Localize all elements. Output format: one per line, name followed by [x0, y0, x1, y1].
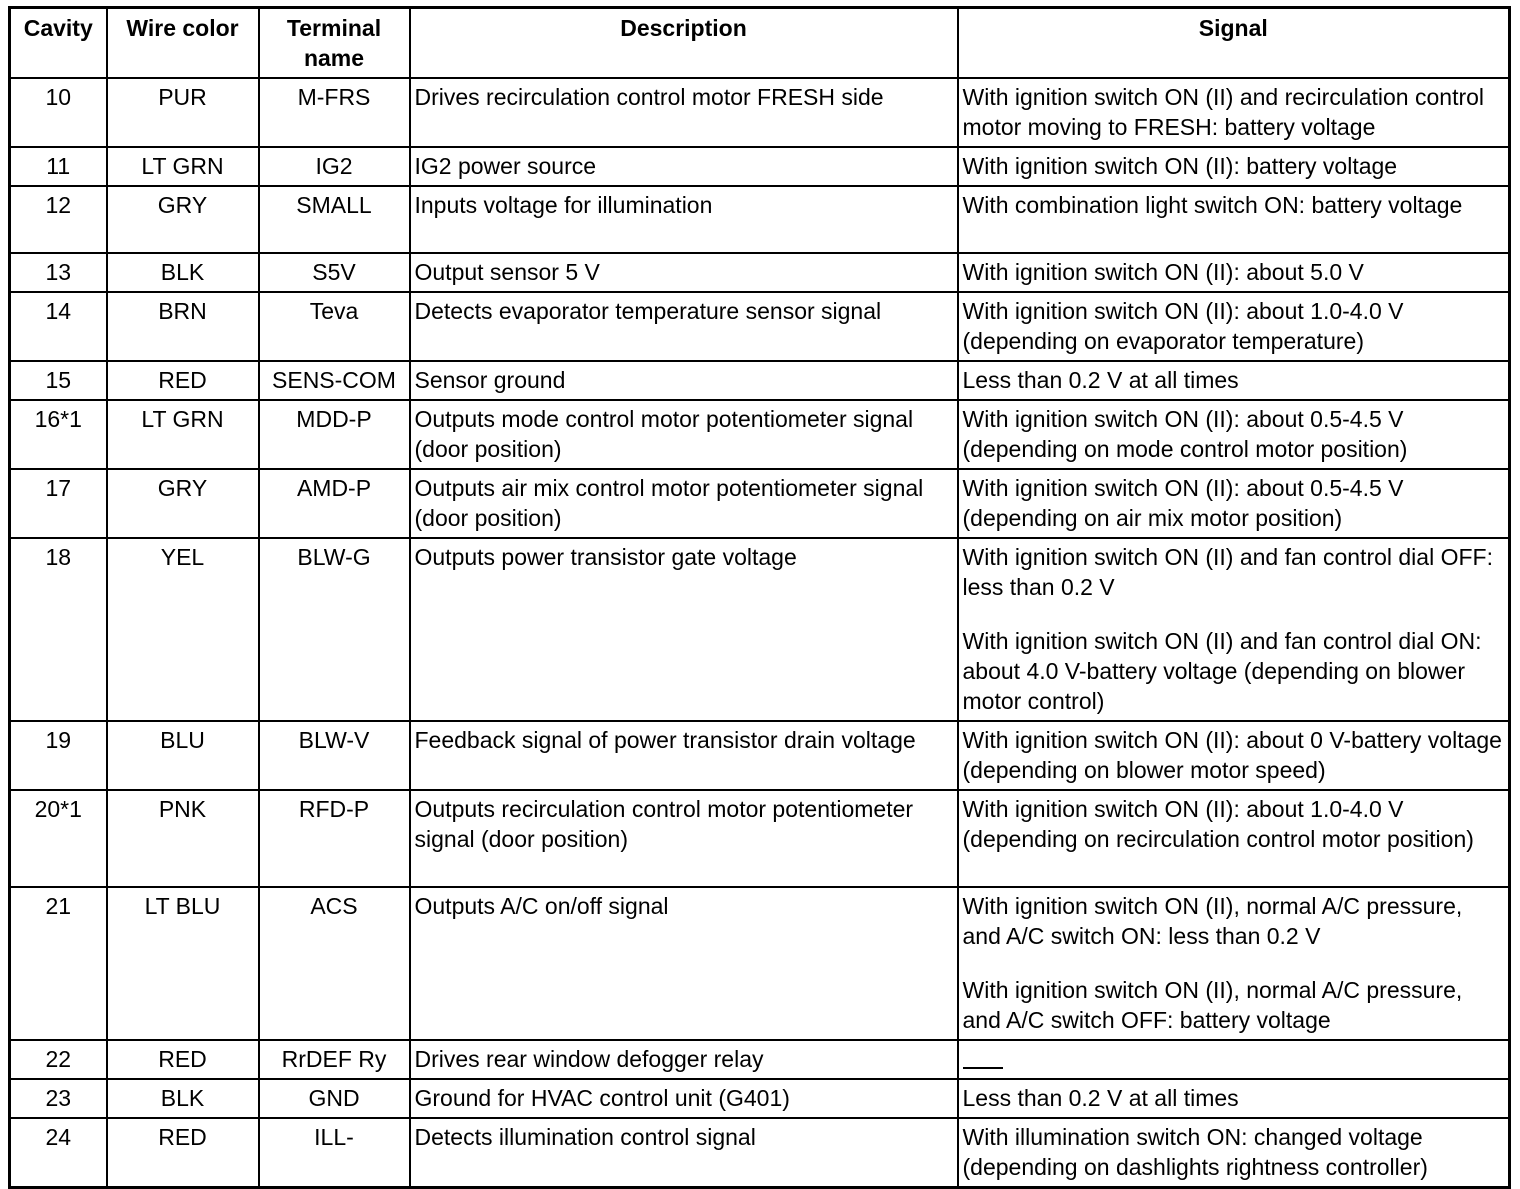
description-cell: Outputs power transistor gate voltage — [410, 538, 958, 721]
table-row — [10, 400, 1510, 469]
wire-color-cell: PNK — [107, 790, 259, 887]
table-row — [10, 538, 1510, 721]
description-cell: Outputs mode control motor potentiometer signal (door position) — [410, 400, 958, 469]
signal-text: Less than 0.2 V at all times — [962, 1085, 1239, 1111]
signal-cell — [958, 721, 1510, 790]
cavity-cell: 19 — [10, 721, 107, 790]
signal-text: With ignition switch ON (II): about 5.0 V — [962, 259, 1364, 285]
cavity-cell: 20*1 — [10, 790, 107, 887]
table-row — [10, 78, 1510, 147]
signal-cell — [958, 361, 1510, 400]
signal-cell — [958, 1079, 1510, 1118]
signal-text: With ignition switch ON (II): about 0.5-4.5 V (depending on air mix motor position) — [962, 475, 1404, 531]
table-row — [10, 1079, 1510, 1118]
terminal-name-cell: MDD-P — [259, 400, 410, 469]
description-cell: Drives rear window defogger relay — [410, 1040, 958, 1079]
cavity-cell: 15 — [10, 361, 107, 400]
wire-color-cell: RED — [107, 1118, 259, 1188]
signal-cell — [958, 887, 1510, 1040]
signal-cell — [958, 790, 1510, 887]
description-cell: Outputs recirculation control motor potentiometer signal (door position) — [410, 790, 958, 887]
signal-text: With ignition switch ON (II) and recirculation control motor moving to FRESH: battery voltage — [962, 84, 1485, 140]
table-row — [10, 253, 1510, 292]
wire-color-cell: BLK — [107, 1079, 259, 1118]
header-description: Description — [410, 8, 958, 79]
wire-color-cell: YEL — [107, 538, 259, 721]
signal-text: With illumination switch ON: changed voltage (depending on dashlights rightness controller) — [962, 1124, 1428, 1180]
signal-text: With ignition switch ON (II): about 0.5-4.5 V (depending on mode control motor position) — [962, 406, 1408, 462]
wire-color-cell: BLU — [107, 721, 259, 790]
cavity-cell: 24 — [10, 1118, 107, 1188]
table-row — [10, 186, 1510, 253]
table-row — [10, 1118, 1510, 1188]
cavity-cell: 18 — [10, 538, 107, 721]
signal-cell — [958, 400, 1510, 469]
description-cell: Sensor ground — [410, 361, 958, 400]
wire-color-cell: LT BLU — [107, 887, 259, 1040]
header-wire-color: Wire color — [107, 8, 259, 79]
description-cell: Feedback signal of power transistor drain voltage — [410, 721, 958, 790]
header-cavity: Cavity — [10, 8, 107, 79]
signal-cell — [958, 78, 1510, 147]
cavity-cell: 12 — [10, 186, 107, 253]
signal-text: With ignition switch ON (II) and fan control dial ON: about 4.0 V-battery voltage (depending on blower motor control) — [962, 628, 1482, 714]
signal-cell — [958, 292, 1510, 361]
cavity-cell: 13 — [10, 253, 107, 292]
wire-color-cell: RED — [107, 1040, 259, 1079]
terminal-name-cell: BLW-G — [259, 538, 410, 721]
cavity-cell: 10 — [10, 78, 107, 147]
terminal-name-cell: SMALL — [259, 186, 410, 253]
signal-text: With ignition switch ON (II): about 0 V-battery voltage (depending on blower motor speed) — [962, 727, 1502, 783]
signal-text: With ignition switch ON (II): battery voltage — [962, 153, 1398, 179]
header-row — [10, 8, 1510, 79]
header-terminal-name: Terminal name — [259, 8, 410, 79]
terminal-name-cell: IG2 — [259, 147, 410, 186]
description-cell: Outputs A/C on/off signal — [410, 887, 958, 1040]
terminal-name-cell: M-FRS — [259, 78, 410, 147]
cavity-cell: 23 — [10, 1079, 107, 1118]
signal-text: With ignition switch ON (II) and fan control dial OFF: less than 0.2 V — [962, 544, 1493, 600]
table-row — [10, 1040, 1510, 1079]
terminal-name-cell: SENS-COM — [259, 361, 410, 400]
description-cell: Drives recirculation control motor FRESH side — [410, 78, 958, 147]
table-row — [10, 721, 1510, 790]
signal-cell — [958, 469, 1510, 538]
signal-text: With ignition switch ON (II), normal A/C pressure, and A/C switch OFF: battery voltage — [962, 977, 1463, 1033]
terminal-name-cell: AMD-P — [259, 469, 410, 538]
cavity-cell: 22 — [10, 1040, 107, 1079]
cavity-cell: 17 — [10, 469, 107, 538]
no-signal-dash — [963, 1067, 1003, 1069]
wire-color-cell: PUR — [107, 78, 259, 147]
cavity-cell: 11 — [10, 147, 107, 186]
signal-text: With ignition switch ON (II), normal A/C pressure, and A/C switch ON: less than 0.2 V — [962, 893, 1463, 949]
cavity-cell: 21 — [10, 887, 107, 1040]
wire-color-cell: GRY — [107, 469, 259, 538]
wire-color-cell: GRY — [107, 186, 259, 253]
header-signal: Signal — [958, 8, 1510, 79]
description-cell: Inputs voltage for illumination — [410, 186, 958, 253]
signal-cell — [958, 253, 1510, 292]
signal-cell — [958, 186, 1510, 253]
wire-color-cell: LT GRN — [107, 400, 259, 469]
pinout-table-container — [8, 6, 1508, 1189]
terminal-name-cell: S5V — [259, 253, 410, 292]
wire-color-cell: RED — [107, 361, 259, 400]
signal-text: Less than 0.2 V at all times — [962, 367, 1239, 393]
signal-text: With ignition switch ON (II): about 1.0-4.0 V (depending on recirculation control motor position) — [962, 796, 1474, 852]
terminal-name-cell: RrDEF Ry — [259, 1040, 410, 1079]
signal-cell — [958, 1118, 1510, 1188]
description-cell: Outputs air mix control motor potentiometer signal (door position) — [410, 469, 958, 538]
description-cell: IG2 power source — [410, 147, 958, 186]
signal-cell — [958, 147, 1510, 186]
table-body — [10, 78, 1510, 1188]
signal-cell — [958, 538, 1510, 721]
signal-cell — [958, 1040, 1510, 1079]
description-cell: Detects illumination control signal — [410, 1118, 958, 1188]
description-cell: Detects evaporator temperature sensor signal — [410, 292, 958, 361]
cavity-cell: 16*1 — [10, 400, 107, 469]
wire-color-cell: LT GRN — [107, 147, 259, 186]
description-cell: Output sensor 5 V — [410, 253, 958, 292]
terminal-name-cell: BLW-V — [259, 721, 410, 790]
terminal-name-cell: RFD-P — [259, 790, 410, 887]
terminal-name-cell: ACS — [259, 887, 410, 1040]
table-row — [10, 292, 1510, 361]
table-row — [10, 147, 1510, 186]
table-row — [10, 361, 1510, 400]
terminal-name-cell: ILL- — [259, 1118, 410, 1188]
cavity-cell: 14 — [10, 292, 107, 361]
wire-color-cell: BRN — [107, 292, 259, 361]
table-row — [10, 469, 1510, 538]
terminal-name-cell: GND — [259, 1079, 410, 1118]
signal-text: With ignition switch ON (II): about 1.0-4.0 V (depending on evaporator temperature) — [962, 298, 1404, 354]
wire-color-cell: BLK — [107, 253, 259, 292]
table-row — [10, 887, 1510, 1040]
connector-pinout-table — [8, 6, 1511, 1189]
terminal-name-cell: Teva — [259, 292, 410, 361]
description-cell: Ground for HVAC control unit (G401) — [410, 1079, 958, 1118]
table-row — [10, 790, 1510, 887]
signal-text: With combination light switch ON: battery voltage — [962, 192, 1463, 218]
table-header — [10, 8, 1510, 79]
